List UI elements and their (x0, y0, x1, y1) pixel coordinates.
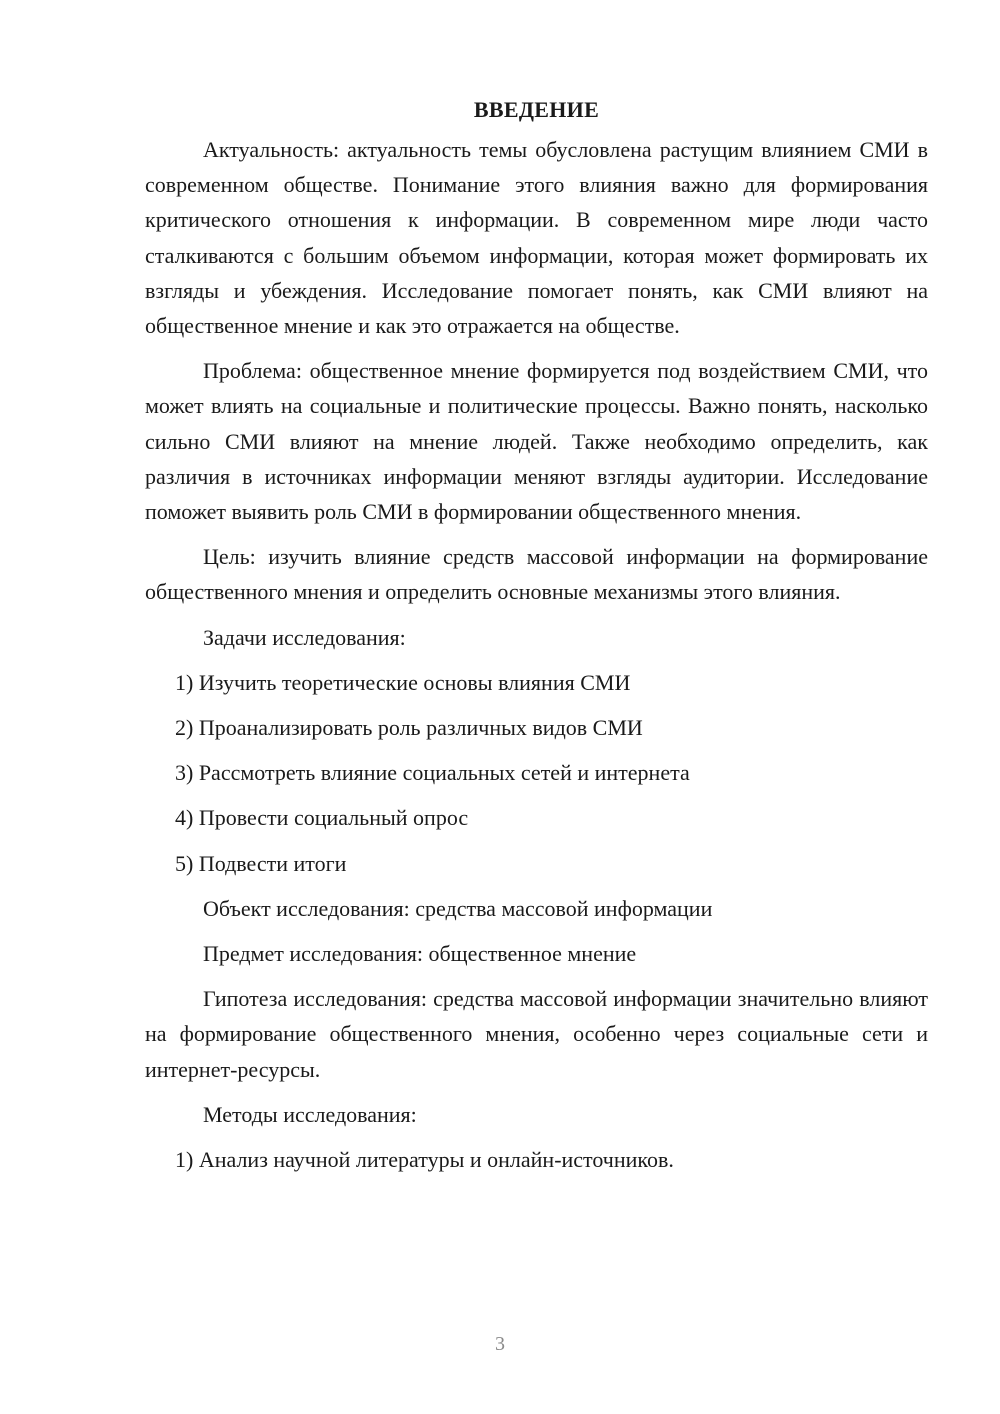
list-item: 2) Проанализировать роль различных видов СМИ (175, 715, 643, 741)
list-item: 1) Изучить теоретические основы влияния СМИ (175, 669, 631, 695)
list-item: 3) Рассмотреть влияние социальных сетей и интернета (175, 760, 690, 786)
goal-paragraph: Цель: изучить влияние средств массовой информации на формирование общественного мнения и определить основные механизмы этого влияния. (145, 544, 928, 605)
methods-title: Методы исследования: (203, 1101, 417, 1127)
list-item: 1) Анализ научной литературы и онлайн-источников. (175, 1147, 674, 1173)
hypothesis-paragraph: Гипотеза исследования: средства массовой информации значительно влияют на формирование общественного мнения, особенно через социальные сети и интернет-ресурсы. (145, 986, 928, 1082)
problem-paragraph: Проблема: общественное мнение формируется под воздействием СМИ, что может влиять на социальные и политические процессы. Важно понять, насколько сильно СМИ влияют на мнение людей. Также необходимо определить, как различия в источниках информации меняют взгляды аудитории. Исследование поможет выявить роль СМИ в формировании общественного мнения. (145, 358, 928, 525)
tasks-title: Задачи исследования: (203, 624, 406, 650)
object-line: Объект исследования: средства массовой информации (203, 895, 713, 921)
document-page (145, 92, 928, 1187)
subject-line: Предмет исследования: общественное мнение (203, 941, 637, 967)
section-heading: ВВЕДЕНИЕ (473, 97, 600, 122)
list-item: 5) Подвести итоги (175, 850, 347, 876)
list-item: 4) Провести социальный опрос (175, 805, 469, 831)
relevance-paragraph: Актуальность: актуальность темы обусловлена растущим влиянием СМИ в современном обществе. Понимание этого влияния важно для формирования критического отношения к информации. В современном мире люди часто сталкиваются с большим объемом информации, которая может формировать их взгляды и убеждения. Исследование помогает понять, как СМИ влияют на общественное мнение и как это отражается на обществе. (145, 137, 928, 339)
page-number: 3 (495, 1333, 505, 1355)
tasks-list (145, 665, 928, 881)
methods-list (145, 1142, 928, 1177)
